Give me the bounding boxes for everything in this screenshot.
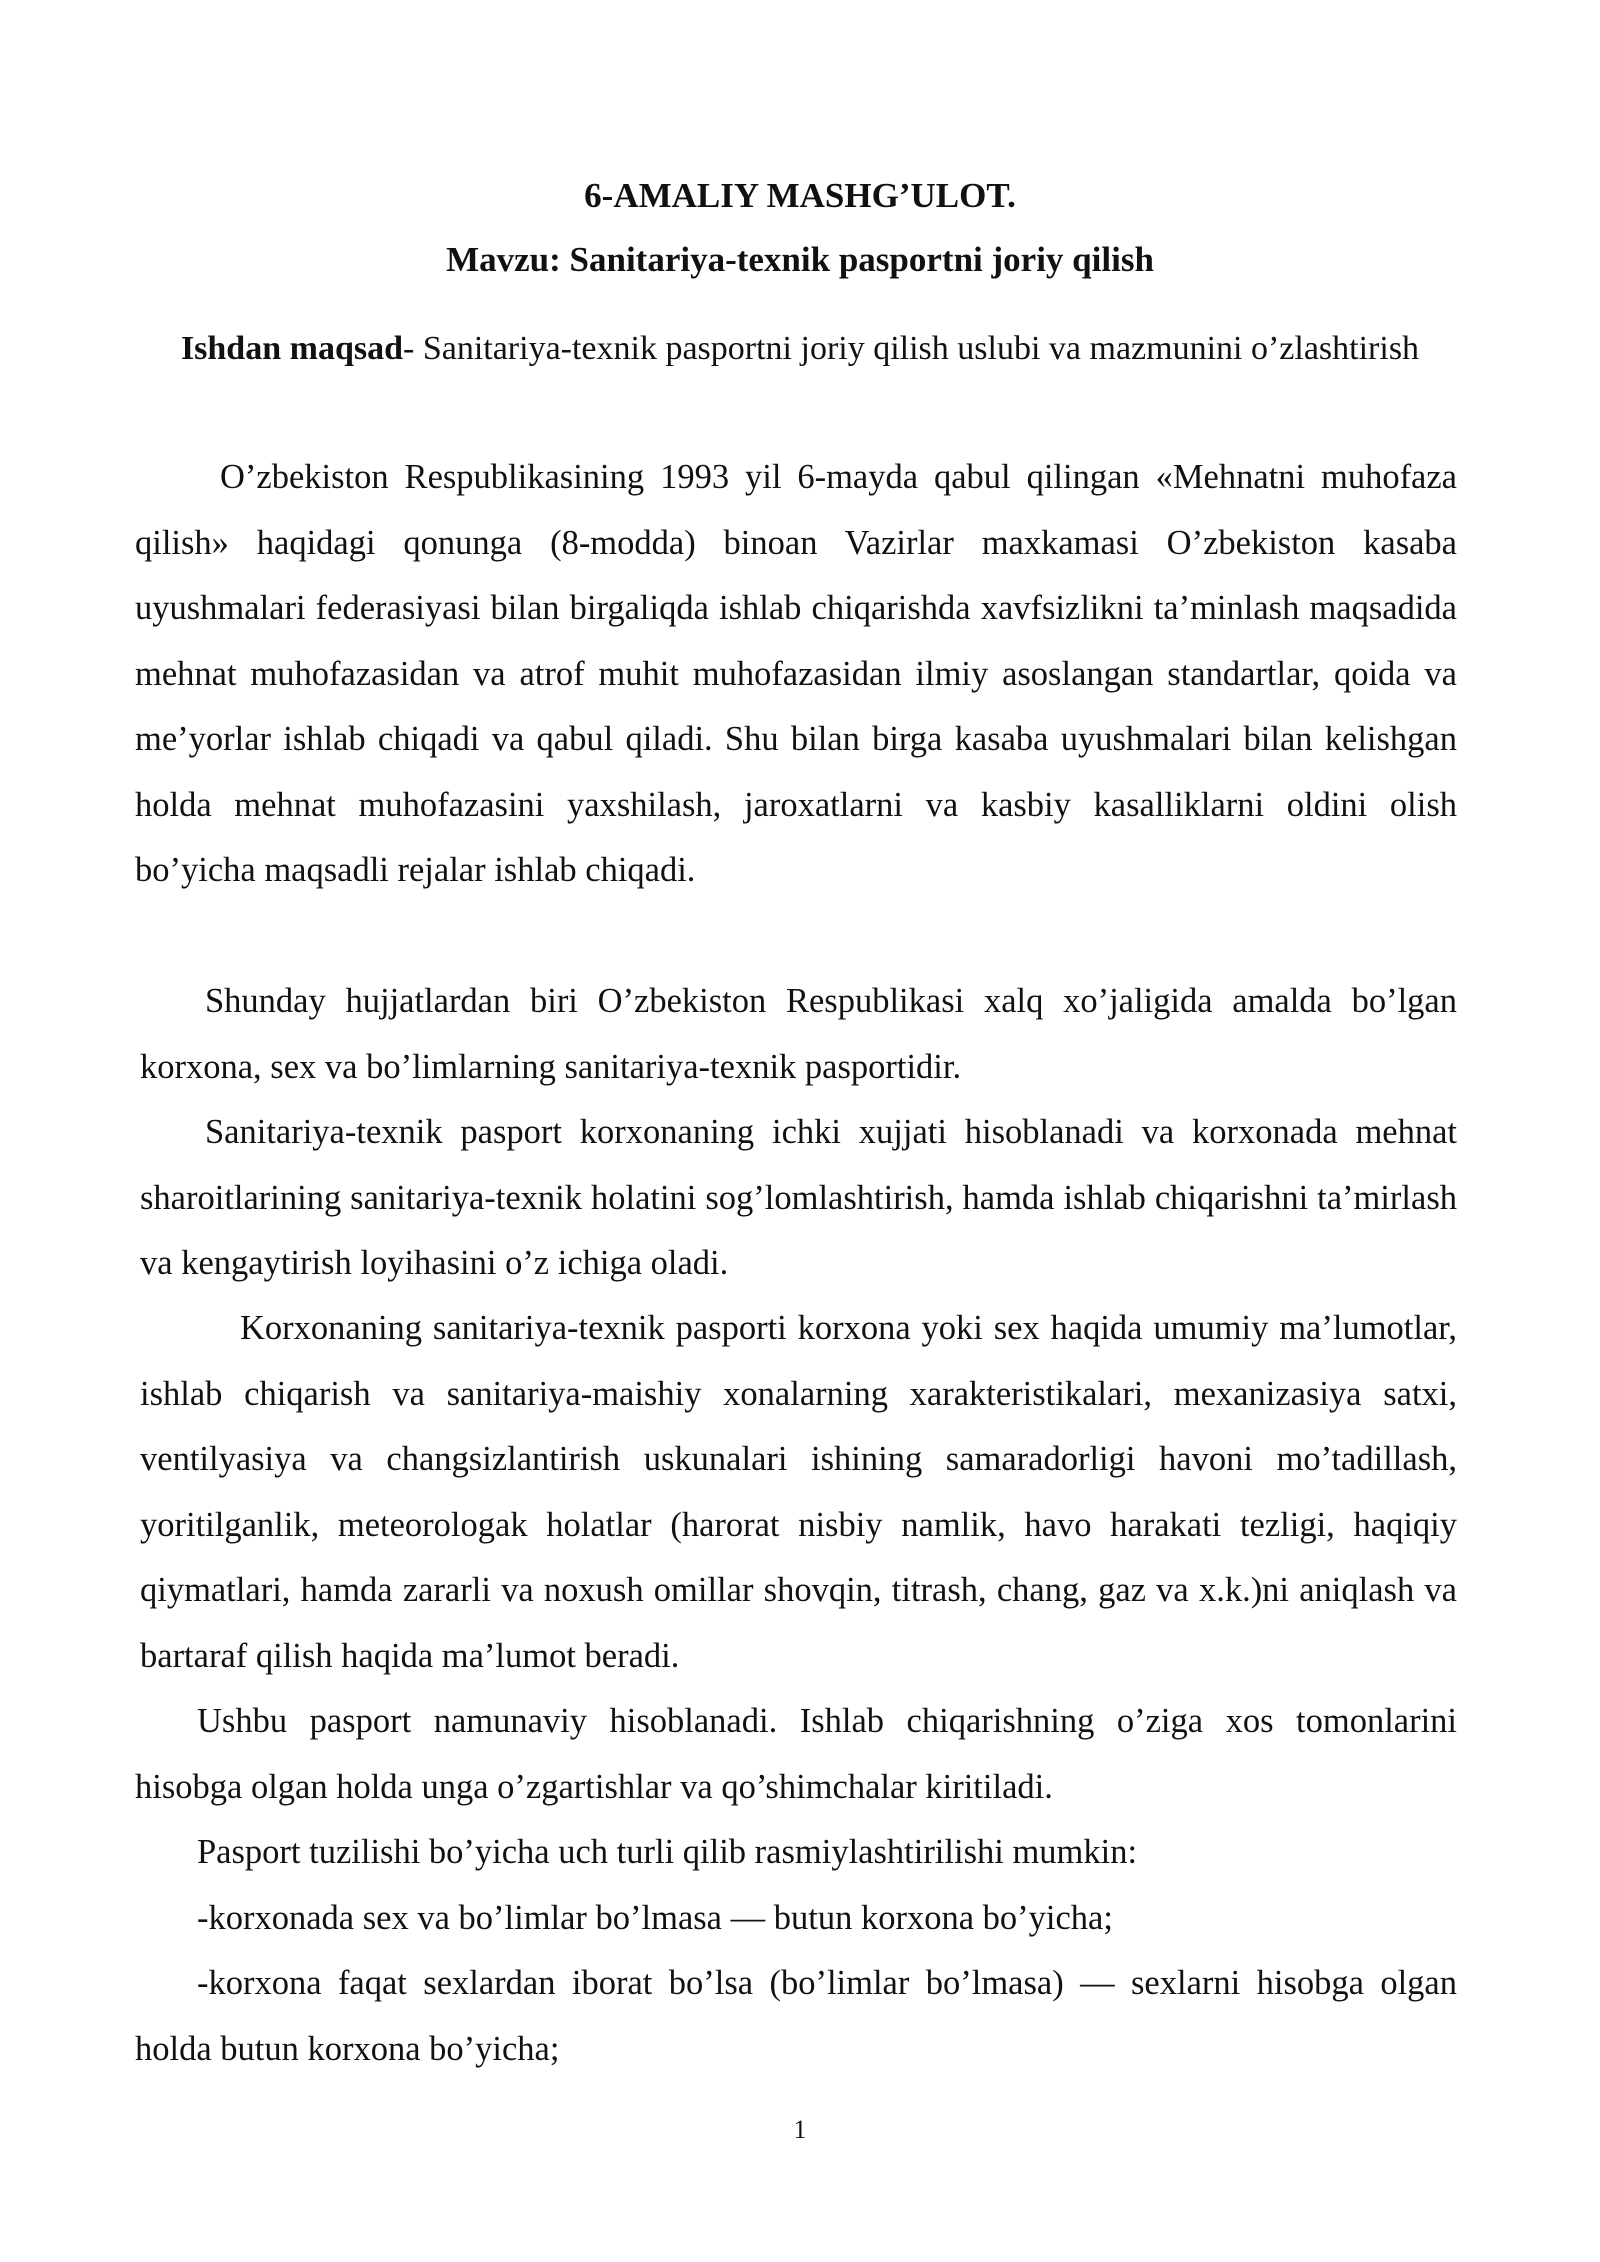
paragraph-documents: Shunday hujjatlardan biri O’zbekiston Respublikasi xalq xo’jaligida amalda bo’lgan korxona, sex va bo’limlarning sanitariya-texnik pasportidir.: [140, 982, 1457, 1086]
goal-label: Ishdan maqsad: [180, 330, 403, 367]
paragraph-passport-contents: Korxonaning sanitariya-texnik pasporti korxona yoki sex haqida umumiy ma’lumotlar, ishlab chiqarish va sanitariya-maishiy xonalarning xarakteristikalari, mexanizasiya satxi, ventilyasiya va changsizlantirish uskunalari ishining samaradorligi havoni mo’tadillash, yoritilganlik, meteorologak holatlar (harorat nisbiy namlik, havo harakati tezligi, haqiqiy qiymatlari, hamda zararli va noxush omillar shovqin, titrash, chang, gaz va x.k.)ni aniqlash va bartaraf qilish haqida ma’lumot beradi.: [140, 1309, 1457, 1675]
list-item: -korxonada sex va bo’limlar bo’lmasa — butun korxona bo’yicha;: [197, 1899, 1113, 1937]
paragraph-internal-document: Sanitariya-texnik pasport korxonaning ichki xujjati hisoblanadi va korxonada mehnat sharoitlarining sanitariya-texnik holatini sog’lomlashtirish, hamda ishlab chiqarishni ta’mirlash va kengaytirish loyihasini o’z ichiga oladi.: [140, 1113, 1457, 1282]
paragraph-law: O’zbekiston Respublikasining 1993 yil 6-mayda qabul qilingan «Mehnatni muhofaza qilish» haqidagi qonunga (8-modda) binoan Vazirlar maxkamasi O’zbekiston kasaba uyushmalari federasiyasi bilan birgaliqda ishlab chiqarishda xavfsizlikni ta’minlash maqsadida mehnat muhofazasidan va atrof muhit muhofazasidan ilmiy asoslangan standartlar, qoida va me’yorlar ishlab chiqadi va qabul qiladi. Shu bilan birga kasaba uyushmalari bilan kelishgan holda mehnat muhofazasini yaxshilash, jaroxatlarni va kasbiy kasalliklarni oldini olish bo’yicha maqsadli rejalar ishlab chiqadi.: [135, 458, 1457, 889]
document-title: 6-AMALIY MASHG’ULOT.: [584, 176, 1016, 215]
goal-text: - Sanitariya-texnik pasportni joriy qilish uslubi va mazmunini o’zlashtirish: [403, 330, 1420, 367]
document-subtitle: Mavzu: Sanitariya-texnik pasportni joriy qilish: [446, 240, 1154, 279]
paragraph-structure: Pasport tuzilishi bo’yicha uch turli qilib rasmiylashtirilishi mumkin:: [197, 1833, 1138, 1871]
paragraph-template: Ushbu pasport namunaviy hisoblanadi. Ishlab chiqarishning o’ziga xos tomonlarini hisobga olgan holda unga o’zgartishlar va qo’shimchalar kiritiladi.: [135, 1702, 1457, 1806]
page-number: 1: [793, 2115, 807, 2144]
list-item: -korxona faqat sexlardan iborat bo’lsa (bo’limlar bo’lmasa) — sexlarni hisobga olgan holda butun korxona bo’yicha;: [135, 1964, 1457, 2068]
goal-statement: [150, 327, 1450, 371]
